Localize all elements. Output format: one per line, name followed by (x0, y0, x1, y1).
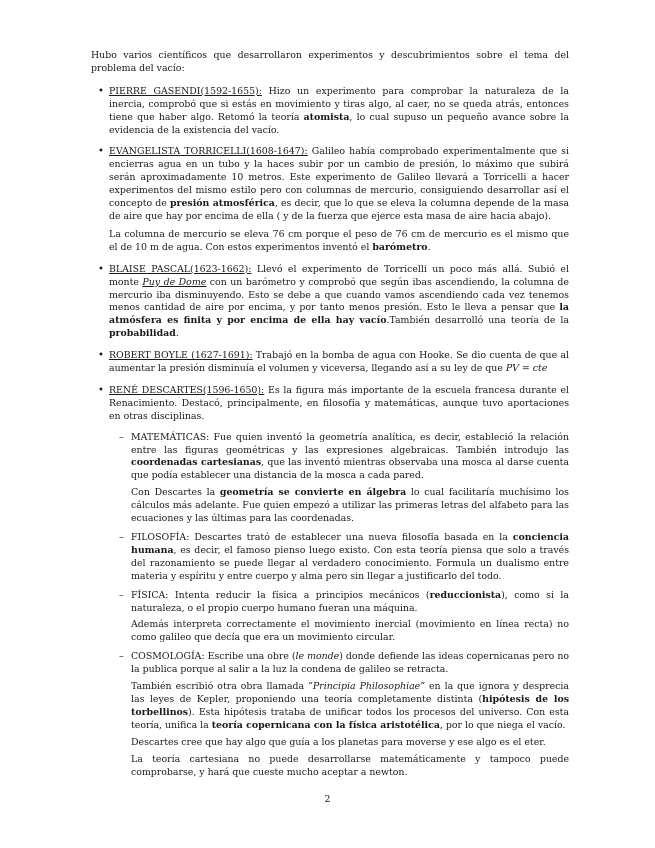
descartes-paragraph (109, 385, 569, 424)
list-item-descartes (91, 385, 569, 779)
formula: PV = cte (505, 363, 548, 375)
torricelli-paragraph (109, 146, 569, 223)
text-run: Con Descartes la (131, 487, 220, 499)
cosmologia-paragraph (131, 651, 569, 677)
boyle-paragraph (109, 350, 569, 376)
dash-icon: – (119, 532, 124, 543)
cosmologia-paragraph-4: La teoría cartesiana no puede desarrollarse matemáticamente y tampoco puede comprobarse, y hará que cueste mucho aceptar a newton. (131, 753, 569, 778)
gasendi-paragraph (109, 86, 569, 138)
bold-term: teoría copernicana con la física aristotélica (211, 719, 440, 731)
sublist-item-filosofia (109, 532, 569, 584)
matematicas-paragraph-2 (131, 487, 569, 526)
list-item-boyle (91, 350, 569, 376)
text-run: Es la figura más importante de la escuela francesa durante el Renacimiento. Destacó, principalmente, en filosofía y matemáticas, aunque tuvo aportaciones en otras disciplinas. (109, 384, 569, 422)
bold-term: barómetro (372, 241, 428, 253)
text-run: COSMOLOGÍA: Escribe una obre ( (131, 651, 296, 663)
bold-term: coordenadas cartesianas (131, 457, 262, 469)
text-run: , que las inventó mientras observaba una mosca al darse cuenta que podía establecer una distancia de la mosca a cada pared. (131, 457, 569, 482)
text-run: FÍSICA: Intenta reducir la física a principios mecánicos ( (131, 589, 430, 601)
scientist-name: EVANGELISTA TORRICELLI(1608-1647): (109, 146, 308, 158)
text-run: .También desarrolló una teoría de la (386, 315, 570, 327)
bullet-icon: • (98, 263, 104, 275)
text-run: lo cual facilitaría muchísimo los cálculos más adelante. Fue quien empezó a utilizar las primeras letras del alfabeto para las ecuaciones y las últimas para las coordenadas. (131, 487, 569, 525)
pascal-paragraph (109, 264, 569, 341)
scientist-name: ROBERT BOYLE (1627-1691): (109, 350, 253, 362)
bold-term: probabilidad (109, 328, 176, 340)
text-run: La columna de mercurio se eleva 76 cm porque el peso de 76 cm de mercurio es el mismo que el de 10 m de agua. Con estos experimentos inventó el (109, 228, 569, 253)
text-run: También escribió otra obra llamada (131, 681, 309, 693)
fisica-paragraph (131, 590, 569, 616)
bold-term: conciencia humana (131, 532, 569, 556)
descartes-sublist (109, 432, 569, 780)
filosofia-paragraph (131, 532, 569, 584)
text-run: ), como si la naturaleza, o el propio cuerpo humano fueran una máquina. (131, 589, 569, 614)
text-run: Galileo había comprobado experimentalmente que si encierras agua en un tubo y la haces subir por un cambio de presión, lo máximo que subirá serán aproximadamente 10 metros. Este experimento de Galileo llevará a Torricelli a hacer experimentos del mismo estilo pero con columnas de mercurio, consiguiendo desarrollar así el concepto de (109, 146, 569, 210)
page-content (91, 50, 569, 788)
italic-term: Puy de Dome (142, 276, 207, 288)
page-number: 2 (324, 794, 331, 805)
text-run: ). Esta hipótesis trataba de unificar todos los procesos del universo. Con esta teoría, unifica la (131, 706, 569, 731)
dash-icon: – (119, 651, 124, 663)
text-run: FILOSOFÍA: Descartes trató de establecer una nueva filosofía basada en la (131, 532, 513, 543)
text-run: , es decir, el famoso pienso luego existo. Con esta teoría piensa que solo a través del razonamiento se puede llegar al verdadero conocimiento. Formula un dualismo entre materia y espíritu y entre cuerpo y alma pero sin llegar a justificarlo del todo. (131, 544, 569, 582)
text-run: con un barómetro y comprobó que según ibas ascendiendo, la columna de mercurio iba disminuyendo. Esto se debe a que cuando vamos ascendiendo cada vez tenemos menos cantidad de aire por encima, y por tanto menos presión. Esto le lleva a pensar que (109, 276, 569, 314)
text-run: , lo cual supuso un pequeño avance sobre la evidencia de la existencia del vacío. (109, 111, 569, 136)
list-item-pascal (91, 264, 569, 341)
intro-paragraph: Hubo varios científicos que desarrollaron experimentos y descubrimientos sobre el tema del problema del vacío: (91, 50, 569, 74)
text-run: , es decir, que lo que se eleva la columna depende de la masa de aire que hay por encima de ella ( y de la fuerza que ejerce esta masa de aire hacia abajo). (109, 198, 569, 222)
list-item-gasendi (91, 86, 569, 138)
scientist-name: PIERRE GASENDI(1592-1655): (109, 85, 262, 97)
bold-term: la atmósfera es finita y por encima de ella hay vacío (109, 302, 569, 327)
italic-term: ”Principia Philosophiae” (308, 681, 425, 693)
sublist-item-matematicas (109, 432, 569, 526)
scientist-list (91, 86, 569, 780)
scientist-name: RENÉ DESCARTES(1596-1650): (109, 384, 265, 396)
text-run: . (427, 241, 431, 253)
bold-term: presión atmosférica (169, 198, 275, 210)
cosmologia-paragraph-2 (131, 681, 569, 733)
text-run: Trabajó en la bomba de agua con Hooke. Se dio cuenta de que al aumentar la presión disminuía el volumen y viceversa, llegando así a su ley de que (109, 350, 569, 375)
text-run: MATEMÁTICAS: Fue quien inventó la geometría analítica, es decir, estableció la relación entre las figuras geométricas y las expresiones algebraicas. También introdujo las (131, 431, 569, 456)
matematicas-paragraph (131, 432, 569, 484)
bullet-icon: • (98, 384, 104, 396)
scientist-name: BLAISE PASCAL(1623-1662): (109, 263, 252, 275)
text-run: Llevó el experimento de Torricelli un poco más allá. Subió el monte (109, 263, 569, 288)
dash-icon: – (119, 589, 124, 601)
cosmologia-paragraph-3: Descartes cree que hay algo que guía a los planetas para moverse y ese algo es el eter. (131, 736, 546, 748)
list-item-torricelli (91, 146, 569, 254)
italic-term: le monde (295, 651, 340, 663)
sublist-item-cosmologia (109, 651, 569, 779)
bold-term: hipótesis de los torbellinos (131, 693, 569, 718)
bold-term: atomista (303, 111, 350, 123)
text-run: , por lo que niega el vacío. (439, 719, 566, 731)
text-run: Hizo un experimento para comprobar la naturaleza de la inercia, comprobó que si estás en movimiento y tiras algo, al caer, no se queda atrás, entonces tiene que haber algo. Retomó la teoría (109, 85, 569, 123)
bullet-icon: • (98, 350, 104, 362)
text-run: ) donde defiende las ideas copernicanas pero no la publica porque al salir a la luz la condena de galileo se retracta. (131, 651, 569, 676)
text-run: . (175, 328, 179, 340)
bold-term: reduccionista (429, 589, 502, 601)
bold-term: geometría se convierte en álgebra (219, 487, 407, 499)
dash-icon: – (119, 431, 124, 443)
sublist-item-fisica (109, 590, 569, 646)
text-run: en la que ignora y desprecia las leyes de Kepler, proponiendo una teoría completamente distinta ( (131, 681, 569, 705)
bullet-icon: • (98, 146, 104, 158)
torricelli-paragraph-2 (109, 229, 569, 255)
bullet-icon: • (98, 85, 104, 97)
fisica-paragraph-2: Además interpreta correctamente el movimiento inercial (movimiento en línea recta) no como galileo que decía que era un movimiento circular. (131, 619, 569, 644)
